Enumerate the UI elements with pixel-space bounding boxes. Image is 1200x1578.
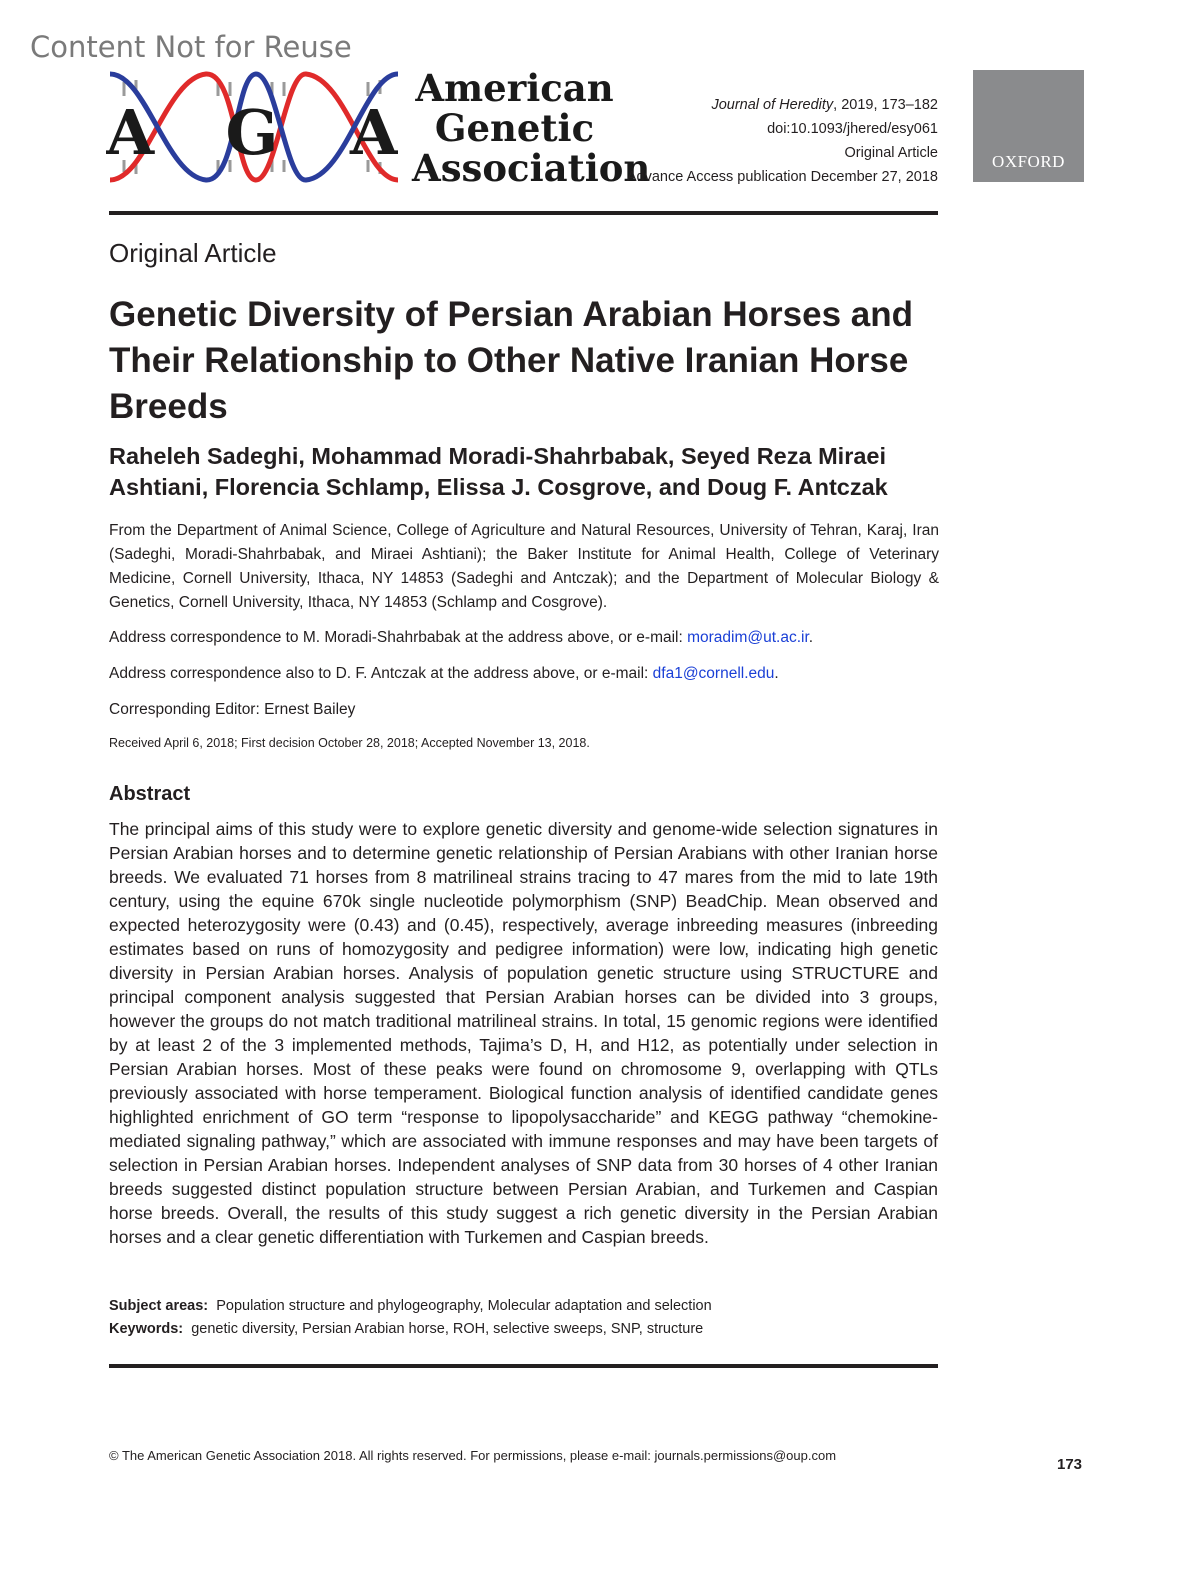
- oxford-logo: [973, 70, 1084, 182]
- aga-name-line-1: American: [415, 66, 614, 110]
- journal-info: [627, 93, 938, 189]
- subject-areas: [109, 1298, 712, 1314]
- correspondence-2: [109, 665, 779, 683]
- corresponding-editor: Corresponding Editor: Ernest Bailey: [109, 701, 356, 718]
- affiliation: From the Department of Animal Science, College of Agriculture and Natural Resources, University of Tehran, Karaj, Iran (Sadeghi, Moradi-Shahrbabak, and Miraei Ashtiani); the Baker Institute for Animal Health, College of Veterinary Medicine, Cornell University, Ithaca, NY 14853 (Sadeghi and Antczak); and the Department of Molecular Biology & Genetics, Cornell University, Ithaca, NY 14853 (Schlamp and Cosgrove).: [109, 522, 939, 611]
- keywords: [109, 1321, 703, 1337]
- correspondence-1-text: Address correspondence to M. Moradi-Shahrbabak at the address above, or e-mail:: [109, 629, 688, 646]
- aga-dna-logo: [106, 68, 398, 186]
- received-dates: Received April 6, 2018; First decision October 28, 2018; Accepted November 13, 2018.: [109, 736, 590, 750]
- logo-letter-g: G: [225, 96, 279, 169]
- footer-rule: [109, 1364, 938, 1368]
- subject-areas-label: Subject areas:: [109, 1298, 209, 1314]
- author-list: Raheleh Sadeghi, Mohammad Moradi-Shahrbabak, Seyed Reza Miraei Ashtiani, Florencia Schlamp, Elissa J. Cosgrove, and Doug F. Antczak: [109, 443, 888, 500]
- page-number: 173: [1057, 1456, 1083, 1473]
- advance-access-date: Advance Access publication December 27, 2018: [626, 169, 938, 185]
- header-rule: [109, 211, 938, 215]
- correspondence-2-text: Address correspondence also to D. F. Antczak at the address above, or e-mail:: [109, 665, 653, 682]
- article-type: Original Article: [844, 145, 938, 161]
- abstract-heading: Abstract: [109, 783, 191, 805]
- doi: doi:10.1093/jhered/esy061: [767, 121, 938, 137]
- journal-name: Journal of Heredity: [711, 97, 834, 113]
- abstract-body: The principal aims of this study were to explore genetic diversity and genome-wide selection signatures in Persian Arabian horses and to determine genetic relationship of Persian Arabians with other Iranian horse breeds. We evaluated 71 horses from 8 matrilineal strains tracing to 47 mares from the mid to late 19th century, using the equine 670k single nucleotide polymorphism (SNP) BeadChip. Mean observed and expected heterozygosity were (0.43) and (0.45), respectively, average inbreeding measures (inbreeding estimates based on runs of homozygosity and pedigree information) were low, indicating high genetic diversity in Persian Arabian horses. Analysis of population genetic structure using STRUCTURE and principal component analysis suggested that Persian Arabian horses can be divided into 3 groups, however the groups do not match traditional matrilineal strains. In total, 15 genomic regions were identified by at least 2 of the 3 implemented methods, Tajima’s D, H, and H12, as potentially under selection in Persian Arabian horses. Most of these peaks were found on chromosome 9, overlapping with QTLs previously associated with horse temperament. Biological function analysis of identified candidate genes highlighted enrichment of GO term “response to lipopolysaccharide” and KEGG pathway “chemokine-mediated signaling pathway,” which are associated with immune responses and may have been targets of selection in Persian Arabian horses. Independent analyses of SNP data from 30 horses of 4 other Iranian breeds suggested distinct population structure between Persian Arabian, and Turkemen and Caspian horse breeds. Overall, the results of this study suggest a rich genetic diversity in the Persian Arabian horses and a clear genetic differentiation with Turkemen and Caspian breeds.: [109, 819, 938, 1247]
- oxford-logo-text: OXFORD: [992, 152, 1065, 171]
- correspondence-1-end: .: [808, 629, 814, 646]
- aga-organization-name: [412, 66, 651, 190]
- subject-areas-value: Population structure and phylogeography, Molecular adaptation and selection: [216, 1298, 712, 1314]
- logo-letter-a-left: A: [106, 96, 155, 169]
- correspondence-2-end: .: [774, 665, 779, 682]
- article-title: Genetic Diversity of Persian Arabian Horses and Their Relationship to Other Native Iranian Horse Breeds: [109, 295, 913, 426]
- watermark-text: Content Not for Reuse: [30, 30, 352, 64]
- logo-letter-a-right: A: [349, 96, 398, 169]
- email-link-moradim[interactable]: moradim@ut.ac.ir: [687, 629, 809, 646]
- journal-volume-pages: , 2019, 173–182: [833, 97, 938, 113]
- aga-name-line-3: Association: [412, 146, 651, 190]
- journal-citation: [627, 93, 938, 117]
- email-link-dfa1[interactable]: dfa1@cornell.edu: [652, 665, 775, 682]
- aga-name-line-2: Genetic: [434, 106, 595, 150]
- section-label: Original Article: [109, 238, 277, 268]
- correspondence-1: [109, 629, 813, 647]
- footer-copyright: © The American Genetic Association 2018. All rights reserved. For permissions, please e-mail: journals.permissions@oup.com: [109, 1448, 837, 1463]
- keywords-label: Keywords:: [109, 1321, 184, 1337]
- keywords-value: genetic diversity, Persian Arabian horse, ROH, selective sweeps, SNP, structure: [191, 1321, 704, 1337]
